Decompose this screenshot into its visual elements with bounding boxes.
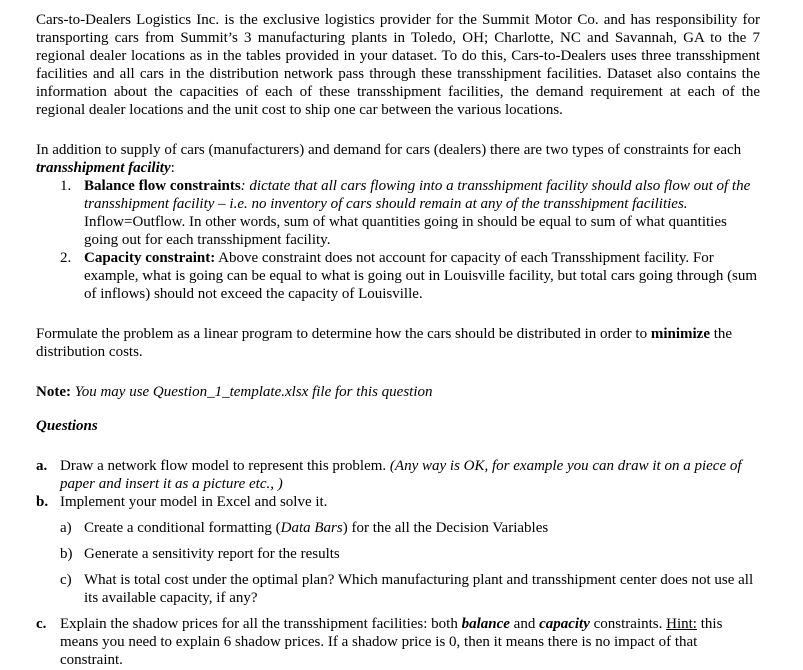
constraint-item-capacity: 2. Capacity constraint: Above constraint does not account for capacity of each Transshipment facility. For example, what is going can be equal to what is going out in Louisville facility, but total cars going through (sum of inflows) should not exceed the capacity of Louisville. bbox=[60, 250, 758, 302]
note-line: Note: You may use Question_1_template.xlsx file for this question bbox=[36, 384, 433, 400]
questions-heading: Questions bbox=[36, 418, 98, 434]
question-b-sub-b: b) Generate a sensitivity report for the results bbox=[60, 546, 340, 562]
question-b-sub-c: c) What is total cost under the optimal plan? Which manufacturing plant and transshipment center does not use all its available capacity, if any? bbox=[60, 572, 754, 606]
question-a: a. Draw a network flow model to represent this problem. (Any way is OK, for example you can draw it on a piece of paper and insert it as a picture etc., ) bbox=[36, 458, 742, 492]
intro-paragraph: Cars-to-Dealers Logistics Inc. is the exclusive logistics provider for the Summit Motor Co. and has responsibility for transporting cars from Summit’s 3 manufacturing plants in Toledo, OH; Charlotte, NC and Savannah, GA to the 7 regional dealer locations as in the tables provided in your dataset. To do this, Cars-to-Dealers uses three transshipment facilities and all cars in the distribution network pass through these transshipment facilities. Dataset also contains the information about the capacities of each of these transshipment facilities, the demand requirement at each of the regional dealer locations and the unit cost to ship one car between the various locations. bbox=[36, 12, 760, 118]
constraint-item-balance: 1. Balance flow constraints: dictate that all cars flowing into a transshipment facility should also flow out of the transshipment facility – i.e. no inventory of cars should remain at any of the transshipment facilities. Inflow=Outflow. In other words, sum of what quantities going in should be equal to sum of what quantities going out for each transshipment facility. bbox=[60, 178, 751, 248]
question-b-sub-a: a) Create a conditional formatting (Data Bars) for the all the Decision Variables bbox=[60, 520, 549, 536]
constraints-intro: In addition to supply of cars (manufacturers) and demand for cars (dealers) there are two types of constraints for each transshipment facility: bbox=[36, 142, 742, 176]
question-b: b. Implement your model in Excel and solve it. bbox=[36, 494, 328, 510]
constraint-list bbox=[36, 177, 760, 303]
document-page bbox=[36, 11, 760, 669]
formulate-paragraph: Formulate the problem as a linear program to determine how the cars should be distributed in order to minimize the distribution costs. bbox=[36, 326, 733, 360]
question-c: c. Explain the shadow prices for all the transshipment facilities: both balance and capacity constraints. Hint: this means you need to explain 6 shadow prices. If a shadow price is 0, then it means there is no impact of that constraint. bbox=[36, 616, 723, 668]
